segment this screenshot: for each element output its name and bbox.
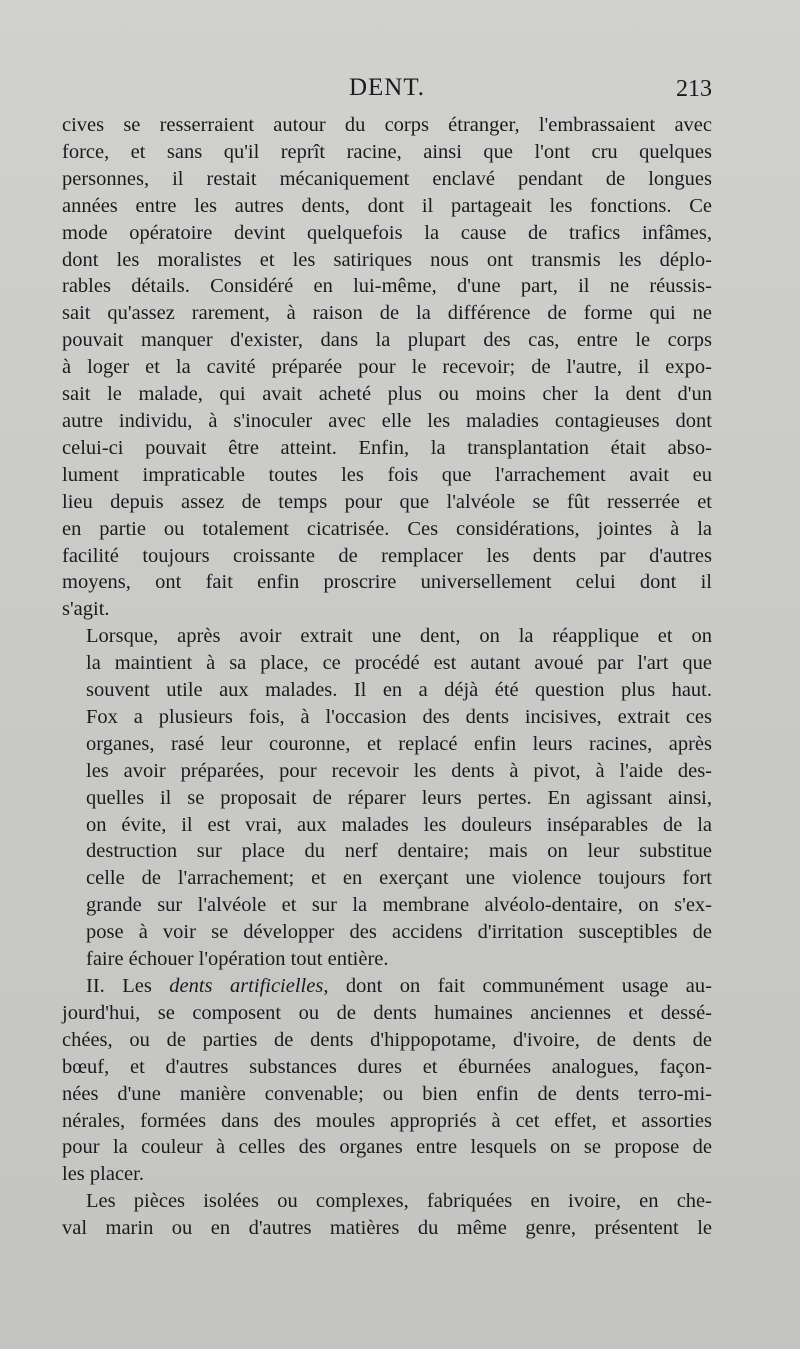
text-line: souvent utile aux malades. Il en a déjà été question plus haut. <box>86 679 712 702</box>
text-line: mode opératoire devint quelquefois la cause de trafics infâmes, <box>62 221 712 244</box>
text-line: facilité toujours croissante de remplacer les dents par d'autres <box>62 544 712 567</box>
paragraph-4 <box>62 1188 712 1242</box>
text-line: celle de l'arrachement; et en exerçant une violence toujours fort <box>86 867 712 890</box>
text-line: jourd'hui, se composent ou de dents humaines anciennes et dessé- <box>62 1001 712 1024</box>
text-line: en partie ou totalement cicatrisée. Ces considérations, jointes à la <box>62 517 712 540</box>
text-line: on évite, il est vrai, aux malades les douleurs inséparables de la <box>86 813 712 836</box>
text-line: grande sur l'alvéole et sur la membrane alvéolo-dentaire, on s'ex- <box>86 894 712 917</box>
text-line: moyens, ont fait enfin proscrire universellement celui dont il <box>62 571 712 594</box>
text-line: Lorsque, après avoir extrait une dent, on la réapplique et on <box>86 625 712 648</box>
text-line: chées, ou de parties de dents d'hippopotame, d'ivoire, de dents de <box>62 1028 712 1051</box>
running-head: DENT. <box>348 74 426 101</box>
section-number-text: II. Les <box>86 975 170 997</box>
text-line: Fox a plusieurs fois, à l'occasion des dents incisives, extrait ces <box>86 705 712 728</box>
text-fragment: , dont on fait communément usage au- <box>323 975 712 997</box>
text-line: pose à voir se développer des accidens d'irritation susceptibles de <box>86 921 712 944</box>
text-line <box>62 973 712 1000</box>
text-line: nées d'une manière convenable; ou bien enfin de dents terro-mi- <box>62 1082 712 1105</box>
body-text <box>62 112 712 1242</box>
text-line: lieu depuis assez de temps pour que l'alvéole se fût resserrée et <box>62 490 712 513</box>
text-line: les placer. <box>62 1163 144 1186</box>
text-line: les avoir préparées, pour recevoir les dents à pivot, à l'aide des- <box>86 759 712 782</box>
paragraph-2 <box>62 623 712 973</box>
text-line: pouvait manquer d'exister, dans la plupart des cas, entre le corps <box>62 329 712 352</box>
text-line: val marin ou en d'autres matières du même genre, présentent le <box>62 1217 712 1240</box>
text-line: sait le malade, qui avait acheté plus ou moins cher la dent d'un <box>62 383 712 406</box>
page-header <box>62 74 712 114</box>
text-line: pour la couleur à celles des organes entre lesquels on se propose de <box>62 1136 712 1159</box>
text-line: celui-ci pouvait être atteint. Enfin, la transplantation était abso- <box>62 436 712 459</box>
text-line: organes, rasé leur couronne, et replacé enfin leurs racines, après <box>86 732 712 755</box>
text-line: rables détails. Considéré en lui-même, d'une part, il ne réussis- <box>62 275 712 298</box>
text-line: force, et sans qu'il reprît racine, ainsi que l'ont cru quelques <box>62 140 712 163</box>
text-line: cives se resserraient autour du corps étranger, l'embrassaient avec <box>62 114 712 136</box>
text-line: à loger et la cavité préparée pour le recevoir; de l'autre, il expo- <box>62 356 712 379</box>
text-line: destruction sur place du nerf dentaire; mais on leur substitue <box>86 840 712 863</box>
text-line: dont les moralistes et les satiriques nous ont transmis les déplo- <box>62 248 712 271</box>
paragraph-3 <box>62 973 712 1188</box>
text-line: années entre les autres dents, dont il partageait les fonctions. Ce <box>62 194 712 217</box>
text-line: s'agit. <box>62 598 110 621</box>
text-line: bœuf, et d'autres substances dures et éburnées analogues, façon- <box>62 1055 712 1078</box>
text-line: Les pièces isolées ou complexes, fabriquées en ivoire, en che- <box>86 1190 712 1213</box>
text-line: lument impraticable toutes les fois que l'arrachement avait eu <box>62 463 712 486</box>
paragraph-1 <box>62 112 712 623</box>
text-line: autre individu, à s'inoculer avec elle les maladies contagieuses dont <box>62 409 712 432</box>
text-line: faire échouer l'opération tout entière. <box>86 948 389 971</box>
text-line: la maintient à sa place, ce procédé est autant avoué par l'art que <box>86 652 712 675</box>
text-line: quelles il se proposait de réparer leurs pertes. En agissant ainsi, <box>86 786 712 809</box>
page-number: 213 <box>676 76 712 102</box>
text-line: nérales, formées dans des moules appropriés à cet effet, et assorties <box>62 1109 712 1132</box>
text-line: personnes, il restait mécaniquement enclavé pendant de longues <box>62 167 712 190</box>
italic-term: dents artificielles <box>169 975 324 997</box>
text-line: sait qu'assez rarement, à raison de la différence de forme qui ne <box>62 302 712 325</box>
